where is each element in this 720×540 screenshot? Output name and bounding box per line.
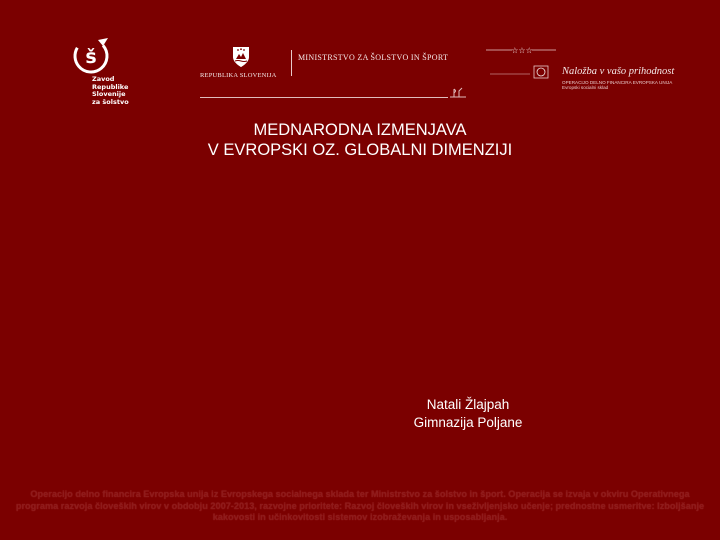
- author-school: Gimnazija Poljane: [413, 415, 523, 430]
- eu-subtitle: [562, 80, 672, 91]
- ministry-label: MINISTRSTVO ZA ŠOLSTVO IN ŠPORT: [298, 53, 449, 62]
- author-name: Natali Žlajpah: [426, 397, 510, 412]
- eu-slogan: Naložba v vašo prihodnost: [562, 66, 675, 77]
- title-line-2: V EVROPSKI OZ. GLOBALNI DIMENZIJI: [207, 141, 513, 159]
- coat-of-arms-icon: [232, 46, 250, 68]
- eu-flag-icon: [486, 44, 558, 84]
- zrss-line: Slovenije: [92, 90, 126, 99]
- svg-text:☆☆☆: ☆☆☆: [511, 46, 533, 55]
- zrss-line: za šolstvo: [92, 97, 129, 106]
- zrss-name: [92, 76, 129, 106]
- zrss-line: Republike: [92, 82, 129, 91]
- eu-subtitle-line: Evropski socialni sklad: [562, 85, 609, 91]
- eu-subtitle-line: OPERACIJO DELNO FINANCIRA EVROPSKA UNIJA: [562, 80, 673, 85]
- republika-slovenija-logo: [198, 46, 290, 82]
- slide-title: [60, 120, 660, 160]
- header-divider: [291, 50, 292, 76]
- funding-footer: Operacijo delno financira Evropska unija iz Evropskega socialnega sklada ter Ministrstvo za šolstvo in šport. Operacija se izvaja v okviru Operativnega programa razvoja človeških virov v obdobju 2007-2013, razvojne prioritete: Razvoj človeških virov in vseživljenjsko učenje; prednostne usmeritve: Izboljšanje kakovosti in učinkovitosti sistemov izobraževanja in usposabljanja.: [15, 489, 705, 522]
- zrss-logo: [70, 36, 150, 112]
- header-rule: [200, 97, 448, 98]
- author-block: [380, 396, 556, 432]
- eu-logo: [486, 44, 710, 100]
- svg-text:š: š: [85, 46, 97, 68]
- zrss-s-icon: [70, 36, 112, 76]
- zrss-line: Zavod: [92, 75, 115, 83]
- title-line-1: MEDNARODNA IZMENJAVA: [253, 121, 467, 139]
- header-ornament-icon: [448, 86, 468, 98]
- republika-label: REPUBLIKA SLOVENIJA: [200, 72, 277, 79]
